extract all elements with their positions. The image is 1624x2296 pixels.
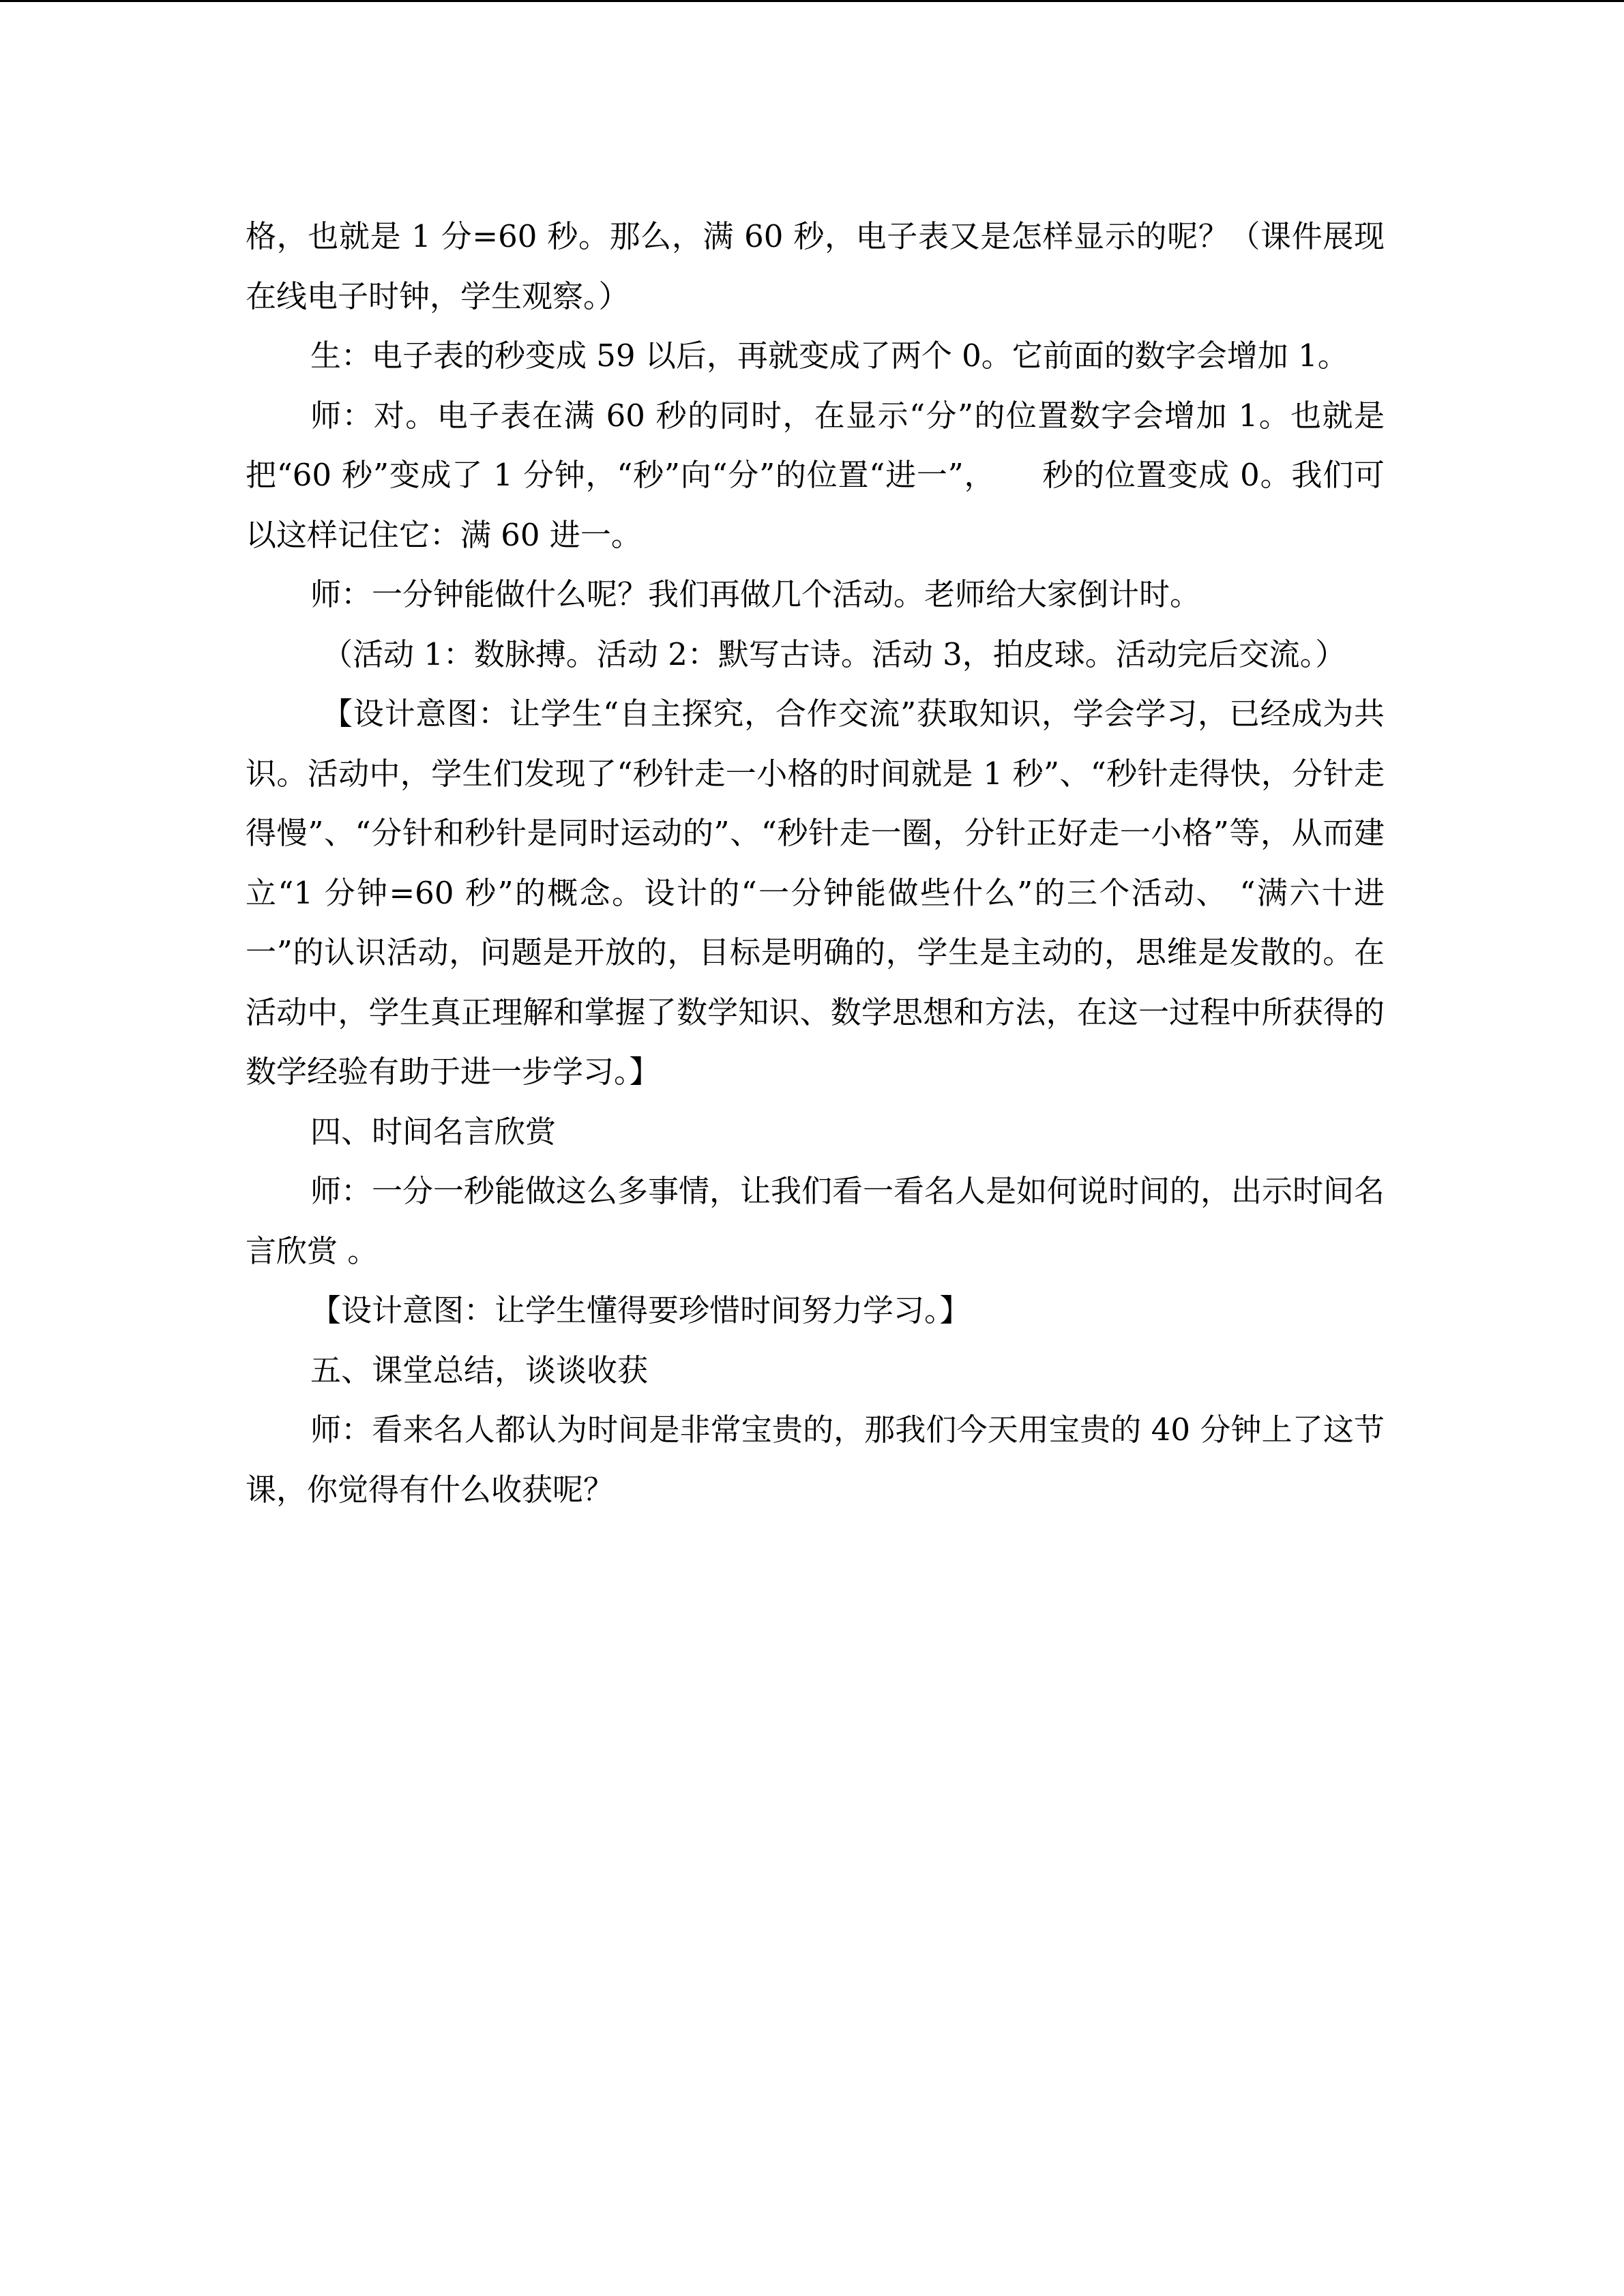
paragraph-activities: （活动 1：数脉搏。活动 2：默写古诗。活动 3，拍皮球。活动完后交流。） [322,636,1346,672]
paragraph-teacher-question: 师：一分钟能做什么呢？我们再做几个活动。老师给大家倒计时。 [310,576,1201,612]
paragraph-design-intent-1: 【设计意图：让学生“自主探究，合作交流”获取知识，学会学习，已经成为共识。活动中，学生们发现了“秒针走一小格的时间就是 1 秒”、“秒针走得快，分针走得慢”、“分针和秒针是同时运动的”、“秒针走一圈，分针正好走一小格”等，从而建立“1 分钟=60 秒”的概念。设计的“一分钟能做些什么”的三个活动、 “满六十进一”的认识活动，问题是开放的，目标是明确的，学生是主动的，思维是发散的。在活动中，学生真正理解和掌握了数学知识、数学思想和方法，在这一过程中所获得的数学经验有助于进一步学习。】 [246,696,1385,1090]
paragraph-design-intent-2: 【设计意图：让学生懂得要珍惜时间努力学习。】 [310,1292,971,1328]
paragraph-time-quotes: 师：一分一秒能做这么多事情，让我们看一看名人是如何说时间的，出示时间名言欣赏 。 [246,1173,1385,1269]
paragraph-teacher-explanation: 师：对。电子表在满 60 秒的同时，在显示“分”的位置数字会增加 1。也就是把“60 秒”变成了 1 分钟，“秒”向“分”的位置“进一”， 秒的位置变成 0。我们可以这样记住它：满 60 进一。 [246,397,1385,553]
section-heading-5: 五、课堂总结，谈谈收获 [310,1352,649,1388]
section-heading-4: 四、时间名言欣赏 [310,1113,557,1150]
page-body [246,207,1385,1519]
paragraph-continued: 格，也就是 1 分=60 秒。那么，满 60 秒，电子表又是怎样显示的呢？（课件展现在线电子时钟，学生观察。） [246,218,1385,314]
paragraph-summary: 师：看来名人都认为时间是非常宝贵的，那我们今天用宝贵的 40 分钟上了这节课，你觉得有什么收获呢？ [246,1412,1385,1508]
paragraph-student-answer: 生：电子表的秒变成 59 以后，再就变成了两个 0。它前面的数字会增加 1。 [310,338,1348,374]
